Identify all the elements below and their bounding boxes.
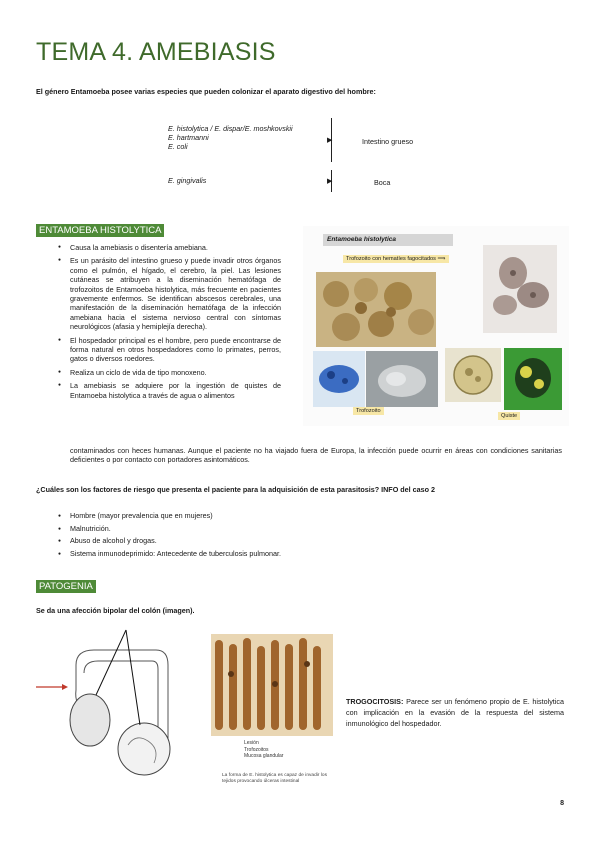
label-quiste: Quiste (498, 412, 520, 420)
scheme-species-3: E. coli (168, 142, 188, 151)
cyst-photo-2 (504, 348, 562, 410)
bullet-item: ● El hospedador principal es el hombre, pero puede encontrarse de forma natural en otros hospedadores como lo primates, perros, gatos o diversos roedores. (36, 336, 281, 364)
section-heading-patogenia (36, 576, 96, 594)
risk-factor-item: ● Abuso de alcohol y drogas. (36, 535, 566, 548)
cyst-photo-1 (445, 348, 501, 402)
label-trofozoito: Trofozoito (353, 407, 384, 415)
page-number: 8 (560, 800, 564, 807)
trogocitosis-paragraph (346, 696, 564, 729)
trogocitosis-label: TROGOCITOSIS: (346, 697, 404, 706)
species-scheme (165, 118, 425, 194)
bullet-item: ● Causa la amebiasis o disentería amebiana. (36, 243, 281, 252)
scheme-arrow-2: ▶ (327, 178, 333, 185)
histolytica-figure (303, 226, 569, 426)
risk-factor-item: ● Sistema inmunodeprimido: Antecedente de tuberculosis pulmonar. (36, 548, 566, 561)
histology-label: Mucosa glandular (244, 753, 284, 759)
scheme-target-2: Boca (374, 178, 391, 187)
risk-factor-item: ● Malnutrición. (36, 523, 566, 536)
trophozoite-photo-2 (483, 245, 557, 333)
patogenia-text: Se da una afección bipolar del colón (imagen). (36, 606, 195, 615)
risk-factor-item: ● Hombre (mayor prevalencia que en mujeres) (36, 510, 566, 523)
bullet-item: ● Es un parásito del intestino grueso y puede invadir otros órganos como el pulmón, el hígado, el cerebro, la piel. Las lesiones cutáneas se atribuyen a la diseminación hematófaga de trofozoitos de Entamoeba histolytica, más frecuente en pacientes gravemente enfermos. Se identifican abscesos cerebrales, una manifestación de la diseminación hematófaga de la infección amebiana hacia el sistema nervioso central con síntomas neurológicos (afasia y hemiplejía derecha). (36, 256, 281, 331)
colon-diagram (36, 625, 192, 795)
scheme-species-4: E. gingivalis (168, 176, 207, 185)
scheme-arrow-1: ▶ (327, 137, 333, 144)
scheme-species-2: E. hartmanni (168, 133, 209, 142)
scheme-species-1: E. histolytica / E. dispar/E. moshkovskii (168, 124, 293, 133)
figure-header: Entamoeba histolytica (323, 234, 453, 246)
intro-text: El género Entamoeba posee varias especies que pueden colonizar el aparato digestivo del hombre: (36, 87, 376, 96)
section-heading-histolytica (36, 220, 164, 238)
section-badge: PATOGENIA (36, 580, 96, 593)
histology-label: Trofozoitos (244, 746, 269, 753)
trogocitosis-text: Parece ser un fenómeno propio de E. histolytica con implicación en la evasión de la respuesta del sistema inmunológico del hospedador. (346, 697, 564, 728)
section-badge: ENTAMOEBA HISTOLYTICA (36, 224, 164, 237)
histology-label: Lesión (244, 740, 259, 746)
bullet-item: ● La amebiasis se adquiere por la ingestión de quistes de Entamoeba histolytica a través de agua o alimentos (36, 381, 281, 400)
trophozoite-stain-photo (313, 351, 365, 407)
bullet-item: ● Realiza un ciclo de vida de tipo monoxeno. (36, 368, 281, 377)
histology-labels (244, 740, 283, 760)
figure-tag-top: Trofozoito con hematíes fagocitados ⟹ (343, 255, 449, 263)
histolytica-bullets (36, 243, 281, 400)
scheme-target-1: Intestino grueso (362, 137, 414, 146)
histology-photo (211, 634, 333, 736)
page-title: TEMA 4. AMEBIASIS (36, 38, 276, 66)
risk-factors-list (36, 510, 566, 560)
histology-caption: La forma de E. histolytica es capaz de invadir los tejidos provocando úlceras intestinal (222, 773, 327, 784)
trophozoite-photo-1 (316, 272, 436, 347)
bullet-continuation: contaminados con heces humanas. Aunque el paciente no ha viajado fuera de Europa, la infección puede ocurrir en áreas con condiciones sanitarias deficientes o por contacto con portadores asintomáticos. (70, 446, 562, 465)
trophozoite-sem-photo (366, 351, 438, 407)
risk-question: ¿Cuáles son los factores de riesgo que presenta el paciente para la adquisición de esta parasitosis? INFO del caso 2 (36, 485, 436, 494)
